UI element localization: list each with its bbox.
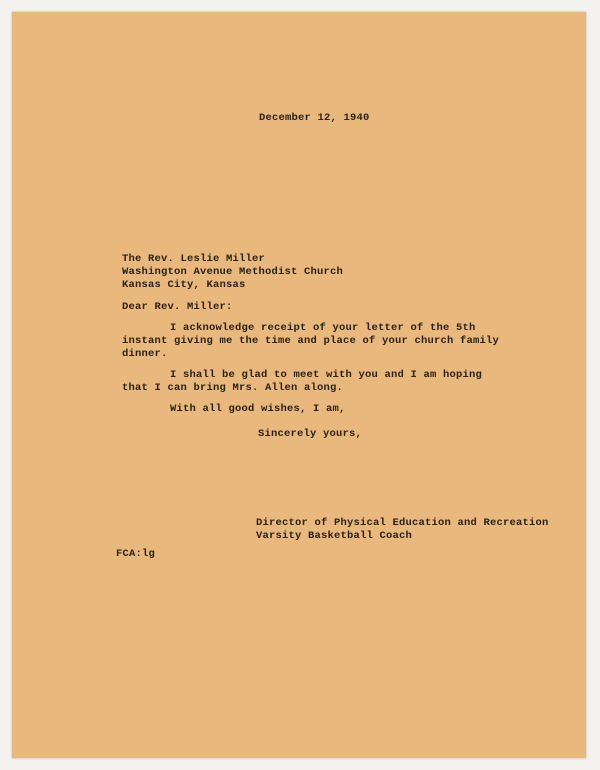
signature-title-1: Director of Physical Education and Recreation [256,517,549,529]
salutation: Dear Rev. Miller: [122,301,233,313]
paragraph-2-line-2: that I can bring Mrs. Allen along. [122,382,344,394]
paragraph-3: With all good wishes, I am, [170,403,346,415]
recipient-organization: Washington Avenue Methodist Church [122,266,344,278]
closing: Sincerely yours, [258,428,363,440]
paragraph-1-line-2: instant giving me the time and place of your church family [122,335,500,347]
recipient-location: Kansas City, Kansas [122,279,246,291]
paragraph-2-line-1: I shall be glad to meet with you and I am hoping [170,369,483,381]
letter-page [12,12,586,758]
recipient-name: The Rev. Leslie Miller [122,253,266,265]
signature-title-2: Varsity Basketball Coach [256,530,413,542]
letter-date: December 12, 1940 [259,112,370,124]
reference-initials: FCA:lg [116,548,156,560]
paragraph-1-line-1: I acknowledge receipt of your letter of the 5th [170,322,476,334]
paragraph-1-line-3: dinner. [122,348,168,360]
